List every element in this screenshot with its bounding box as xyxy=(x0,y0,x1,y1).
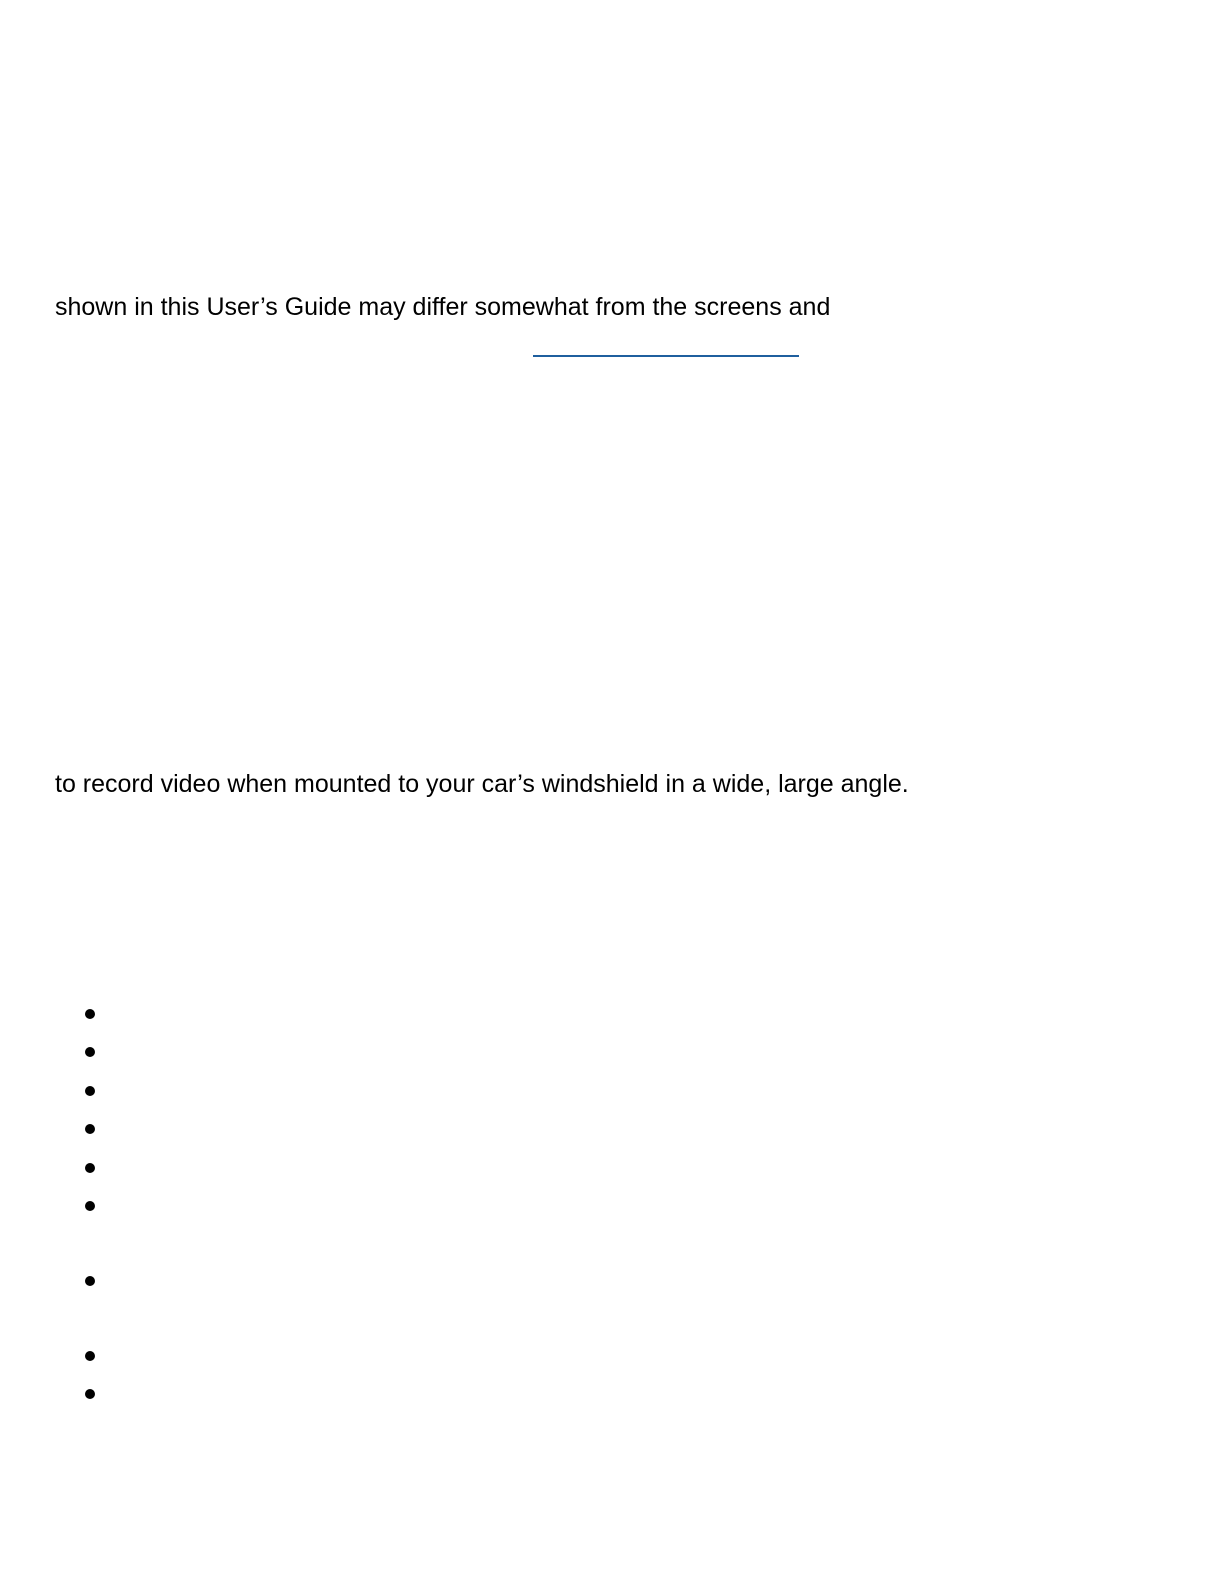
bullet-marker xyxy=(85,1163,95,1173)
bullet-marker xyxy=(85,1389,95,1399)
bullet-marker xyxy=(85,1086,95,1096)
bullet-marker xyxy=(85,1047,95,1057)
body-text-line: to record video when mounted to your car’s windshield in a wide, large angle. xyxy=(55,770,909,798)
bullet-marker xyxy=(85,1351,95,1361)
bullet-marker xyxy=(85,1201,95,1211)
bullet-marker xyxy=(85,1124,95,1134)
bullet-marker xyxy=(85,1009,95,1019)
hyperlink-underline[interactable] xyxy=(533,355,799,357)
bullet-marker xyxy=(85,1276,95,1286)
body-text-line: shown in this User’s Guide may differ somewhat from the screens and xyxy=(55,293,831,321)
